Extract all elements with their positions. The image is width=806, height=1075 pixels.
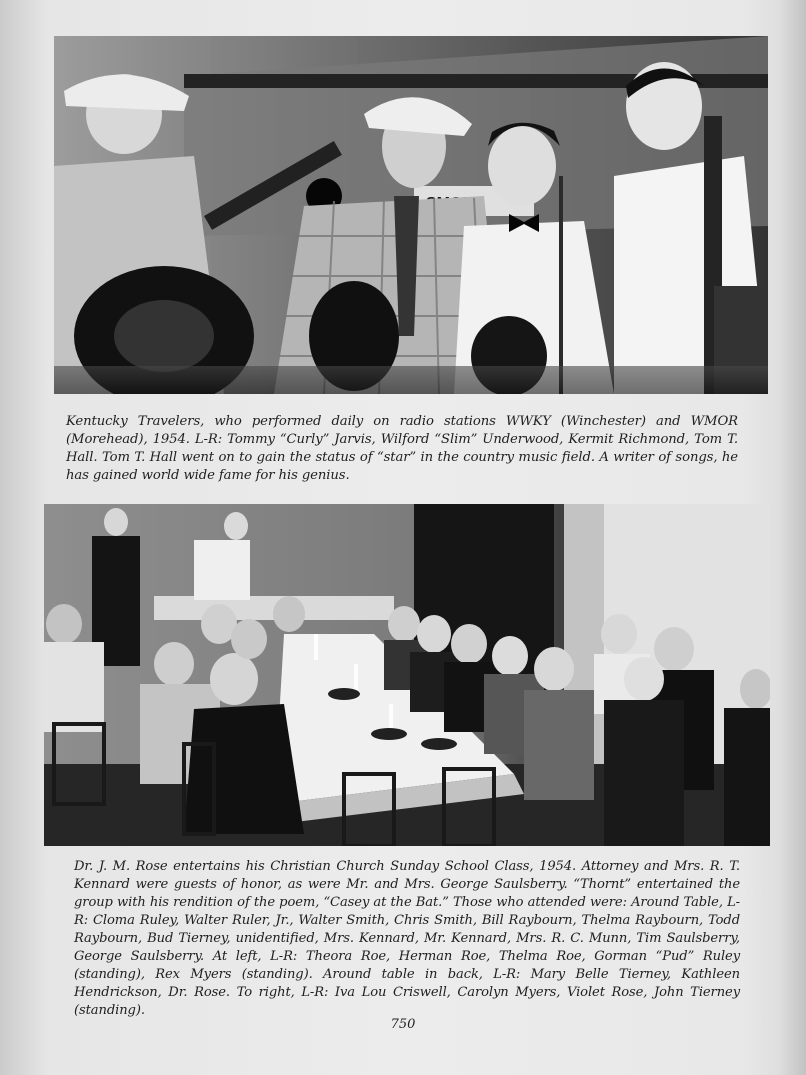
- sunday-school-class-photo: [44, 504, 770, 846]
- page-number: 750: [390, 1017, 416, 1032]
- kentucky-travelers-caption: Kentucky Travelers, who performed daily on radio stations WWKY (Winchester) and WMOR (Morehead), 1954. L-R: Tommy “Curly” Jarvis, Wilford “Slim” Underwood, Kermit Richmond, Tom T. Hall. Tom T. Hall went on to gain the status of “star” in the country music field. A writer of songs, he has gained world wide fame for his genius.: [66, 414, 738, 483]
- sunday-school-class-illustration: [44, 504, 770, 846]
- kentucky-travelers-photo: [54, 36, 768, 394]
- kentucky-travelers-illustration: [54, 36, 768, 394]
- sunday-school-class-caption: Dr. J. M. Rose entertains his Christian Church Sunday School Class, 1954. Attorney and Mrs. R. T. Kennard were guests of honor, as were Mr. and Mrs. George Saulsberry. “Thornt” entertained the group with his rendition of the poem, “Casey at the Bat.” Those who attended were: Around Table, L-R: Cloma Ruley, Walter Ruler, Jr., Walter Smith, Chris Smith, Bill Raybourn, Thelma Raybourn, Todd Raybourn, Bud Tierney, unidentified, Mrs. Kennard, Mr. Kennard, Mrs. R. C. Munn, Tim Saulsberry, George Saulsberry. At left, L-R: Theora Roe, Herman Roe, Thelma Roe, Gorman “Pud” Ruley (standing), Rex Myers (standing). Around table in back, L-R: Mary Belle Tierney, Kathleen Hendrickson, Dr. Rose. To right, L-R: Iva Lou Criswell, Carolyn Myers, Violet Rose, John Tierney (standing).: [74, 859, 740, 1018]
- page-edge-shadow: [778, 0, 806, 1075]
